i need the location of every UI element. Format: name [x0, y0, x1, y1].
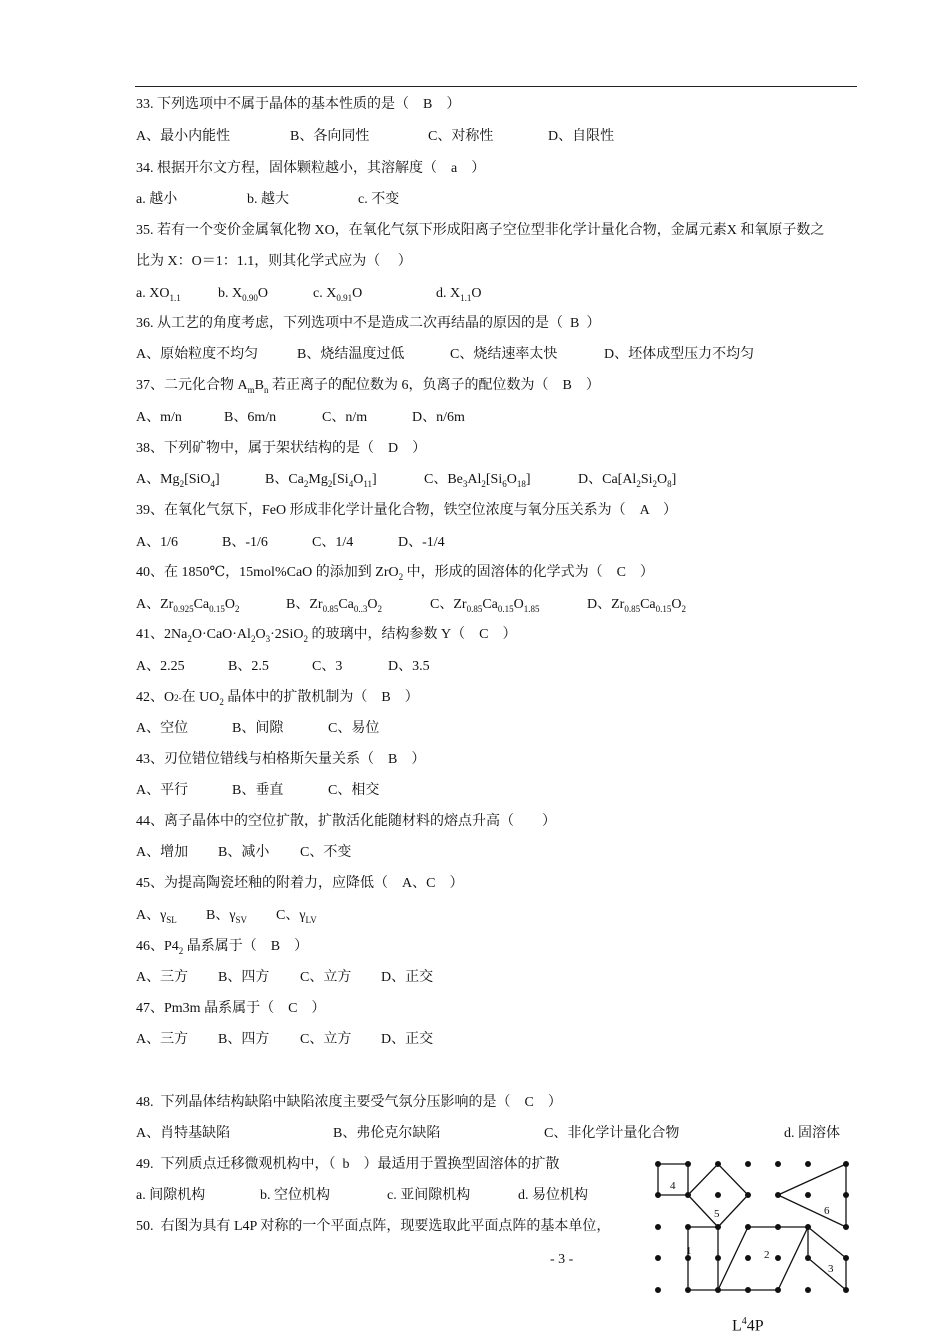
q47-option-c: C、立方: [300, 1032, 352, 1047]
q45-option-c: C、$\gamma_{LV}$: [276, 908, 317, 925]
question-47: 47、Pm3m 晶系属于（ C ）: [136, 1001, 326, 1016]
q41-option-a: A、2.25: [136, 659, 185, 674]
q38-option-b: B、$Ca_2Mg_2[Si_4O_{11}]$: [265, 472, 377, 489]
q45-option-b: B、$\gamma_{SV}$: [206, 908, 248, 925]
question-35-line1: 35. 若有一个变价金属氧化物 XO，在氧化气氛下形成阳离子空位型非化学计量化合物，金属元素X 和氧原子数之: [136, 223, 825, 238]
q45-option-a: A、$\gamma_{SL}$: [136, 908, 177, 925]
q49-option-a: a. 间隙机构: [136, 1188, 206, 1203]
question-33: 33. 下列选项中不属于晶体的基本性质的是（ B ）: [136, 97, 461, 112]
cell-label-1: 1: [686, 1245, 692, 1257]
q33-option-c: C、对称性: [428, 129, 494, 144]
cell-label-5: 5: [714, 1208, 720, 1220]
q47-option-d: D、正交: [381, 1032, 434, 1047]
q39-option-d: D、-1/4: [398, 535, 445, 550]
q48-option-c: C、非化学计量化合物: [544, 1126, 680, 1141]
q39-option-a: A、1/6: [136, 535, 178, 550]
q33-option-a: A、最小内能性: [136, 129, 231, 144]
question-34: 34. 根据开尔文方程，固体颗粒越小，其溶解度（ a ）: [136, 161, 486, 176]
q46-option-c: C、立方: [300, 970, 352, 985]
q37-option-d: D、n/6m: [412, 410, 465, 425]
q42-option-a: A、空位: [136, 721, 189, 736]
q35-option-a: a. $XO_{1.1}$: [136, 286, 181, 303]
page-number: - 3 -: [550, 1252, 574, 1267]
question-45: 45、为提高陶瓷坯釉的附着力，应降低（ A、C ）: [136, 876, 464, 891]
q48-option-a: A、肖特基缺陷: [136, 1126, 231, 1141]
q36-option-d: D、坯体成型压力不均匀: [604, 347, 755, 362]
q39-option-b: B、-1/6: [222, 535, 268, 550]
question-39: 39、在氧化气氛下，FeO 形成非化学计量化合物，铁空位浓度与氧分压关系为（ A ）: [136, 503, 677, 518]
q44-option-b: B、减小: [218, 845, 270, 860]
q36-option-c: C、烧结速率太快: [450, 347, 558, 362]
q35-option-b: b. $X_{0.90}O$: [218, 286, 268, 303]
question-42: 42、O2-在 $UO_2$ 晶体中的扩散机制为（ B ）: [136, 690, 419, 707]
q47-option-b: B、四方: [218, 1032, 270, 1047]
q34-option-a: a. 越小: [136, 192, 178, 207]
cell-label-2: 2: [764, 1249, 770, 1261]
q49-option-c: c. 亚间隙机构: [387, 1188, 471, 1203]
q37-option-a: A、m/n: [136, 410, 182, 425]
q46-option-d: D、正交: [381, 970, 434, 985]
q34-option-b: b. 越大: [247, 192, 289, 207]
q43-option-b: B、垂直: [232, 783, 284, 798]
q39-option-c: C、1/4: [312, 535, 354, 550]
q40-option-d: D、$Zr_{0.85}Ca_{0.15}O_2$: [587, 597, 687, 614]
q49-option-d: d. 易位机构: [518, 1188, 588, 1203]
q38-option-d: D、$Ca[Al_2Si_2O_8]$: [578, 472, 677, 489]
q48-option-d: d. 固溶体: [784, 1126, 840, 1141]
cell-label-4: 4: [670, 1180, 676, 1192]
question-50: 50. 右图为具有 L4P 对称的一个平面点阵，现要选取此平面点阵的基本单位，: [136, 1219, 611, 1234]
q40-option-c: C、$Zr_{0.85}Ca_{0.15}O_{1.85}$: [430, 597, 540, 614]
question-36: 36. 从工艺的角度考虑，下列选项中不是造成二次再结晶的原因的是（ B ）: [136, 316, 601, 331]
q42-option-c: C、易位: [328, 721, 380, 736]
cell-label-6: 6: [824, 1205, 830, 1217]
q41-option-b: B、2.5: [228, 659, 269, 674]
q43-option-a: A、平行: [136, 783, 189, 798]
q41-option-c: C、3: [312, 659, 343, 674]
question-40: 40、在 1850℃，15mol%CaO 的添加到 ZrO$_2$ 中，形成的固溶体的化学式为（ C ）: [136, 565, 654, 582]
question-43: 43、刃位错位错线与柏格斯矢量关系（ B ）: [136, 752, 426, 767]
q44-option-c: C、不变: [300, 845, 352, 860]
q44-option-a: A、增加: [136, 845, 189, 860]
question-38: 38、下列矿物中，属于架状结构的是（ D ）: [136, 441, 427, 456]
q33-option-b: B、各向同性: [290, 129, 370, 144]
q42-option-b: B、间隙: [232, 721, 284, 736]
q34-option-c: c. 不变: [358, 192, 400, 207]
q46-option-b: B、四方: [218, 970, 270, 985]
q36-option-b: B、烧结温度过低: [297, 347, 405, 362]
q37-option-c: C、n/m: [322, 410, 368, 425]
figure-caption: $L^44P$: [732, 1316, 764, 1335]
q35-option-d: d. $X_{1.1}O$: [436, 286, 482, 303]
question-49: 49. 下列质点迁移微观机构中，（ b ）最适用于置换型固溶体的扩散: [136, 1157, 560, 1172]
question-48: 48. 下列晶体结构缺陷中缺陷浓度主要受气氛分压影响的是（ C ）: [136, 1095, 562, 1110]
q48-option-b: B、弗伦克尔缺陷: [333, 1126, 441, 1141]
q38-option-a: A、$Mg_2[SiO_4]$: [136, 472, 220, 489]
question-35-line2: 比为 X：O＝1：1.1，则其化学式应为（ ）: [136, 254, 412, 269]
q43-option-c: C、相交: [328, 783, 380, 798]
q35-option-c: c. $X_{0.91}O$: [313, 286, 363, 303]
q49-option-b: b. 空位机构: [260, 1188, 330, 1203]
q40-option-b: B、$Zr_{0.85}Ca_{0..3}O_2$: [286, 597, 382, 614]
plane-lattice-figure: [640, 1150, 860, 1300]
cell-label-3: 3: [828, 1263, 834, 1275]
question-41: 41、$2Na_2O\cdot CaO\cdot Al_2O_3\cdot 2SiO_2$ 的玻璃中，结构参数 Y（ C ）: [136, 627, 517, 644]
question-37: 37、二元化合物 $A_mB_n$ 若正离子的配位数为 6，负离子的配位数为（ B ）: [136, 378, 600, 395]
header-rule: [135, 86, 857, 87]
question-46: 46、$P4_2$ 晶系属于（ B ）: [136, 939, 309, 956]
q33-option-d: D、自限性: [548, 129, 615, 144]
q40-option-a: A、$Zr_{0.925}Ca_{0.15}O_2$: [136, 597, 240, 614]
q46-option-a: A、三方: [136, 970, 189, 985]
q47-option-a: A、三方: [136, 1032, 189, 1047]
q37-option-b: B、6m/n: [224, 410, 277, 425]
q41-option-d: D、3.5: [388, 659, 430, 674]
q36-option-a: A、原始粒度不均匀: [136, 347, 259, 362]
q38-option-c: C、$Be_3Al_2[Si_6O_{18}]$: [424, 472, 531, 489]
question-44: 44、离子晶体中的空位扩散，扩散活化能随材料的熔点升高（ ）: [136, 814, 556, 829]
